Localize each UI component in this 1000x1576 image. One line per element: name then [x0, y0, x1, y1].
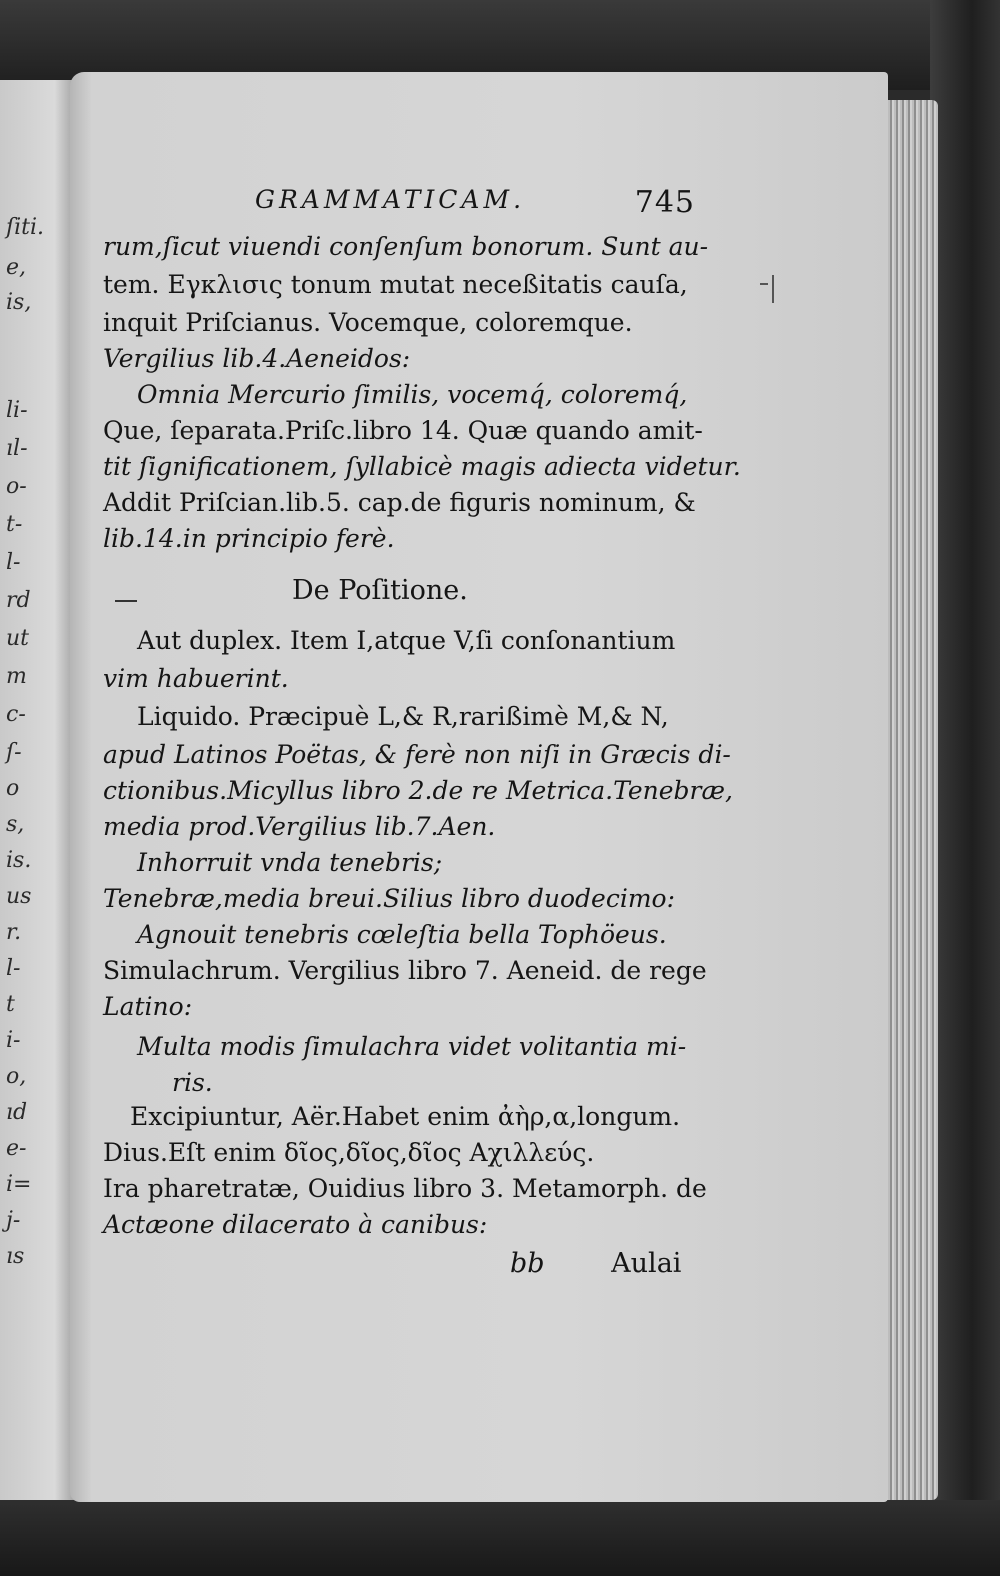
left-fragment: is.: [6, 848, 32, 873]
left-fragment: ıl-: [6, 436, 28, 461]
verse-line: Agnouit tenebris cœleſtia bella Tophöeus.: [137, 920, 667, 949]
book-cover-right: [930, 0, 1000, 1576]
left-fragment: li-: [6, 398, 28, 423]
text-line: Tenebræ,media breui.Silius libro duodecimo:: [103, 884, 676, 913]
left-fragment: l-: [6, 956, 21, 981]
text-line: tit ſignificationem, ſyllabicè magis adiecta videtur.: [103, 452, 741, 481]
left-fragment: s,: [6, 812, 25, 837]
left-fragment: o,: [6, 1064, 27, 1089]
text-line: Addit Priſcian.lib.5. cap.de figuris nominum, &: [103, 488, 696, 517]
text-line: Ira pharetratæ, Ouidius libro 3. Metamorph. de: [103, 1174, 707, 1203]
facing-page-left: [0, 80, 78, 1500]
catchword-line: [510, 1248, 681, 1279]
text-line: Actæone dilacerato à canibus:: [103, 1210, 488, 1239]
text-line: lib.14.in principio ferè.: [103, 524, 395, 553]
text-line: vim habuerint.: [103, 664, 289, 693]
text-line: rum,ſicut viuendi conſenſum bonorum. Sunt au-: [103, 232, 709, 261]
catchword: Aulai: [611, 1248, 682, 1279]
text-line: Simulachrum. Vergilius libro 7. Aeneid. de rege: [103, 956, 707, 985]
text-line: apud Latinos Poëtas, & ferè non niſi in Græcis di-: [103, 740, 731, 769]
left-fragment: i-: [6, 1028, 21, 1053]
margin-dash: [115, 600, 137, 602]
verse-line: Omnia Mercurio ſimilis, vocemq́, coloremq́,: [137, 380, 688, 409]
verse-line: Multa modis ſimulachra videt volitantia mi-: [137, 1032, 687, 1061]
book-cover-bottom: [0, 1500, 1000, 1576]
left-fragment: rd: [6, 588, 31, 613]
running-title: GRAMMATICAM.: [255, 185, 526, 214]
signature-mark: bb: [510, 1248, 545, 1279]
page-number: 745: [634, 185, 695, 220]
text-line: media prod.Vergilius lib.7.Aen.: [103, 812, 496, 841]
left-fragment: is,: [6, 290, 32, 315]
left-fragment: e,: [6, 255, 27, 280]
text-line: inquit Priſcianus. Vocemque, coloremque.: [103, 308, 633, 337]
left-fragment: j-: [6, 1208, 21, 1233]
left-fragment: o: [6, 776, 20, 801]
left-fragment: m: [6, 664, 27, 689]
left-fragment: l-: [6, 550, 21, 575]
section-heading: De Poſitione.: [292, 575, 468, 606]
margin-mark: [772, 275, 774, 303]
text-line: ctionibus.Micyllus libro 2.de re Metrica.Tenebræ,: [103, 776, 733, 805]
text-line: tem. Εγκλισις tonum mutat neceßitatis cauſa,: [103, 270, 688, 299]
left-fragment: t-: [6, 512, 23, 537]
left-fragment: e-: [6, 1136, 27, 1161]
text-line: Dius.Eſt enim δῖος,δῖος,δῖος Αχιλλεύς.: [103, 1138, 595, 1167]
text-line: Liquido. Præcipuè L,& R,rarißimè M,& N,: [137, 702, 669, 731]
left-fragment: c-: [6, 702, 26, 727]
left-fragment: o-: [6, 474, 27, 499]
text-line: Excipiuntur, Aër.Habet enim ἀὴρ,α,longum.: [130, 1102, 681, 1131]
left-fragment: ıd: [6, 1100, 28, 1125]
text-line: Aut duplex. Item I,atque V,ſi conſonantium: [137, 626, 676, 655]
left-fragment: r.: [6, 920, 22, 945]
left-fragment: i=: [6, 1172, 32, 1197]
left-fragment: ſ-: [6, 740, 22, 765]
left-fragment: ut: [6, 626, 30, 651]
text-line: Que, ſeparata.Priſc.libro 14. Quæ quando amit-: [103, 416, 703, 445]
running-header: [255, 185, 695, 220]
text-line: Vergilius lib.4.Aeneidos:: [103, 344, 411, 373]
margin-mark: [760, 283, 768, 285]
left-fragment: ıs: [6, 1244, 25, 1269]
page-edges: [882, 100, 938, 1500]
left-fragment: t: [6, 992, 15, 1017]
text-line: Latino:: [103, 992, 193, 1021]
left-fragment: ſiti.: [6, 215, 45, 240]
left-fragment: us: [6, 884, 32, 909]
verse-line: Inhorruit vnda tenebris;: [137, 848, 443, 877]
verse-line: ris.: [172, 1068, 213, 1097]
